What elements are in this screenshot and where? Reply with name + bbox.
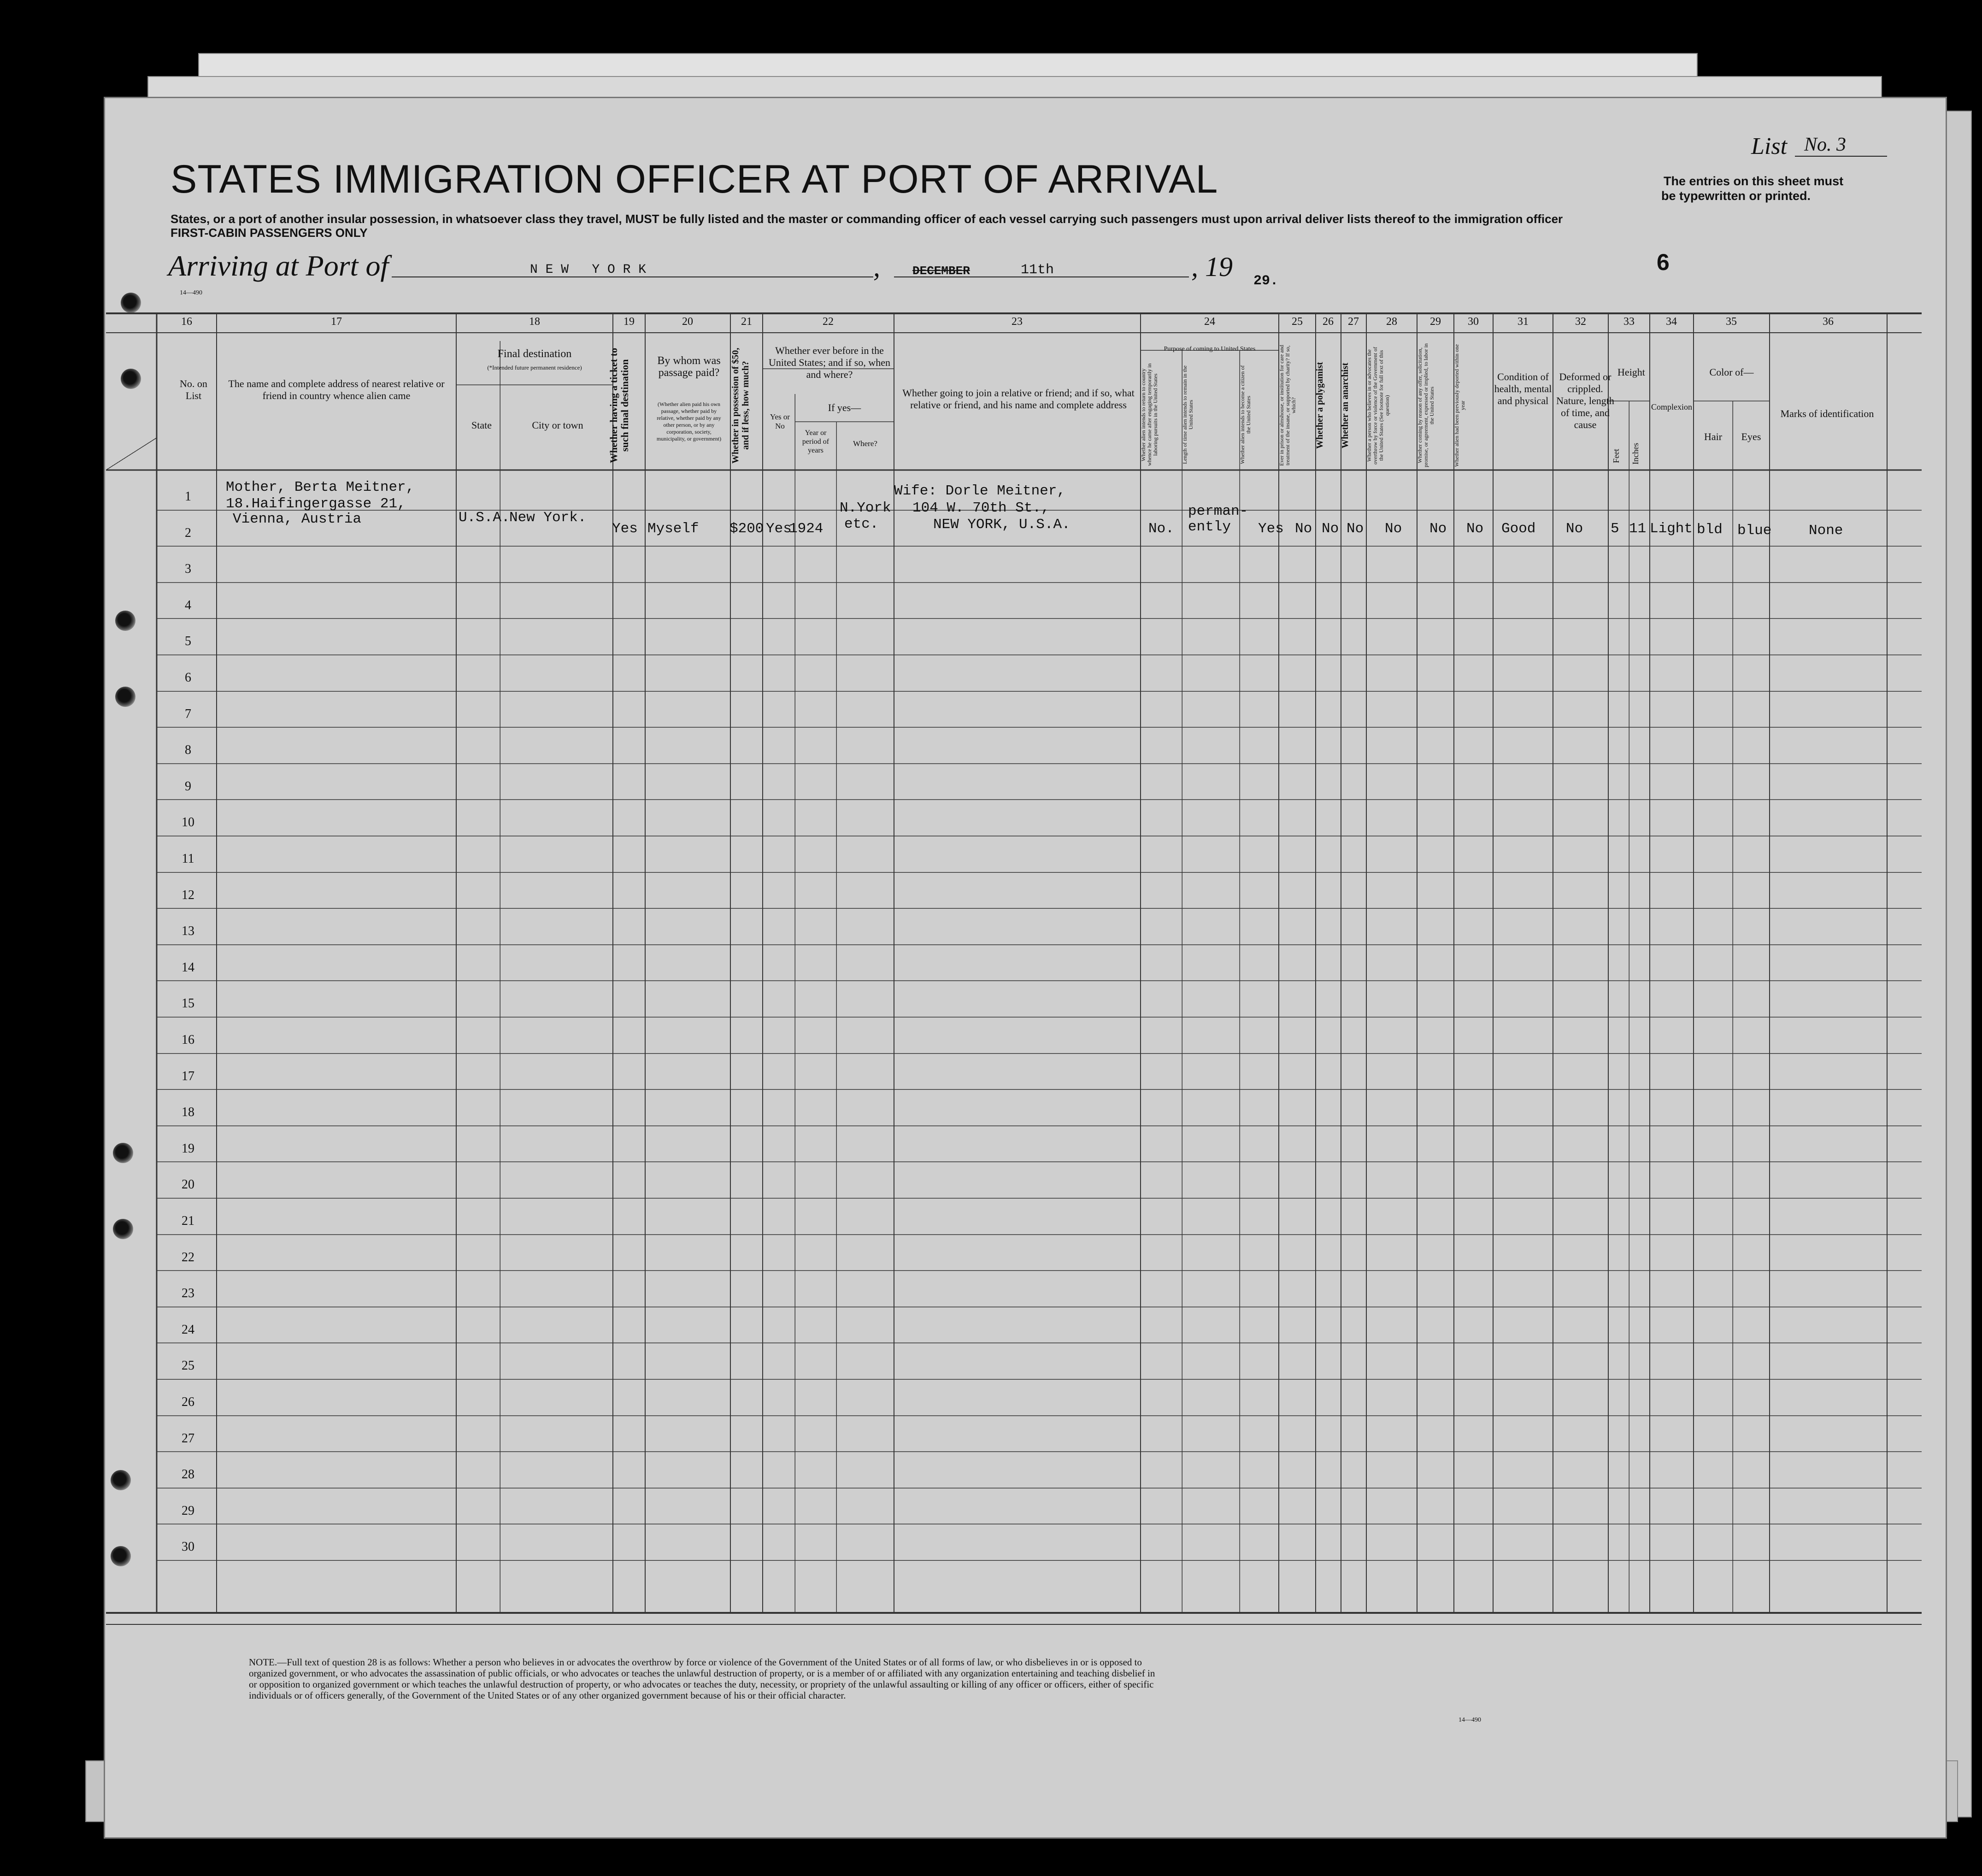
entry-state: U.S.A. (459, 510, 510, 526)
row-number: 7 (185, 707, 191, 721)
column-number: 25 (1292, 316, 1303, 328)
header-c24-a: Whether alien intends to return to country whence he came after engaging temporarily in laboring pursuits in the United States (1140, 363, 1159, 466)
row-number: 13 (182, 924, 194, 938)
year-prefix: , 19 (1191, 252, 1233, 282)
header-c35-hair: Hair (1704, 431, 1723, 442)
row-number: 24 (182, 1323, 194, 1337)
entry-health: Good (1501, 521, 1536, 537)
column-number: 36 (1823, 316, 1834, 328)
entry-complexion: Light (1650, 521, 1693, 537)
list-label: List (1751, 133, 1788, 159)
header-c26: Whether a polygamist (1315, 362, 1325, 449)
entry-relative-line-3: Vienna, Austria (233, 511, 362, 527)
column-number: 28 (1386, 316, 1397, 328)
row-number: 6 (185, 670, 191, 685)
header-c27: Whether an anarchist (1340, 363, 1350, 448)
entry-eyes: blue (1737, 523, 1772, 539)
footer-note: NOTE.—Full text of question 28 is as follows: Whether a person who believes in or advocates the overthrow by force or violence of the Government of the United States or of all forms of law, or who disbelieves in or is opposed to organized government, or who advocates the assassination of public officials, or who advocates or teaches the unlawful destruction of property, or is a member of or affiliated with any organization entertaining and teaching disbelief in or opposition to organized government or which teaches the unlawful destruction of property, or who advocates or teaches the duty, necessity, or propriety of the unlawful assaulting or killing of any officer or officers, either of specific individuals or of officers generally, of the Government of the United States or of any other organized government because of his or their official character. (249, 1657, 1155, 1701)
header-c33: Height (1617, 366, 1645, 378)
page-title: STATES IMMIGRATION OFFICER AT PORT OF ARRIVAL (171, 157, 1218, 201)
row-number: 18 (182, 1105, 194, 1119)
header-c35: Color of— (1709, 366, 1754, 378)
entry-return-intent: No. (1148, 521, 1174, 537)
header-c19: Whether having a ticket to such final destination (608, 347, 630, 464)
header-c24-c: Whether alien intends to become a citizen of the United States (1239, 365, 1252, 465)
subtitle-line-2: FIRST-CABIN PASSENGERS ONLY (171, 226, 368, 240)
row-number: 1 (185, 489, 191, 504)
entry-anarchist: No (1347, 521, 1364, 537)
header-c33-feet: Feet (1611, 449, 1621, 464)
entry-labor-offer: No (1429, 521, 1447, 537)
entry-marks: None (1809, 523, 1843, 539)
entry-deported: No (1466, 521, 1484, 537)
header-c28: Whether a person who believes in or advocates the overthrow by force or violence of the Government of the United States (See footnote for full text of this question) (1366, 347, 1390, 465)
header-c22-years: Year or period of years (802, 429, 829, 454)
header-c29: Whether coming by reason of any offer, solicitation, promise, or agreement, expressed or implied, to labor in the United States (1417, 343, 1435, 468)
column-number: 20 (682, 316, 693, 328)
column-number: 35 (1726, 316, 1737, 328)
row-number: 22 (182, 1250, 194, 1264)
header-c23: Whether going to join a relative or friend; and if so, what relative or friend, and his name and complete address (902, 387, 1135, 411)
row-number: 29 (182, 1504, 194, 1518)
arriving-label: Arriving at Port of (168, 249, 389, 282)
entry-join-3: NEW YORK, U.S.A. (933, 517, 1070, 533)
entry-length-1: perman- (1188, 503, 1248, 519)
footer-form-code: 14—490 (1459, 1717, 1481, 1723)
form-code-top: 14—490 (180, 289, 202, 296)
entry-hair: bld (1697, 522, 1723, 538)
column-number: 31 (1517, 316, 1529, 328)
header-c18: Final destination (497, 348, 572, 360)
column-number: 33 (1623, 316, 1635, 328)
row-number: 11 (182, 852, 194, 866)
header-c17: The name and complete address of nearest relative or friend in country whence alien came (228, 378, 445, 401)
row-number: 25 (182, 1358, 194, 1373)
entry-where-1: N.York (840, 500, 891, 516)
column-number: 18 (529, 316, 540, 328)
typewritten-note-2: be typewritten or printed. (1661, 189, 1811, 203)
row-number: 12 (182, 888, 194, 902)
row-number: 19 (182, 1141, 194, 1156)
column-number: 30 (1468, 316, 1479, 328)
header-c21: Whether in possession of $50, and if less, how much? (730, 347, 751, 464)
sheet-number: 6 (1657, 249, 1670, 275)
column-number: 23 (1012, 316, 1023, 328)
header-c18-city: City or town (532, 419, 583, 431)
header-c24-b: Length of time alien intends to remain in the United States (1182, 365, 1194, 464)
entry-relative-line-1: Mother, Berta Meitner, (226, 479, 415, 495)
row-number: 8 (185, 743, 191, 757)
header-c22-yesno: Yes or No (770, 412, 790, 430)
header-c18-sub: (*Intended future permanent residence) (487, 364, 582, 371)
header-c20-sub: (Whether alien paid his own passage, whether paid by relative, whether paid by any other person, or by any corporation, society, municipality, or government) (656, 401, 722, 442)
entry-join-1: Wife: Dorle Meitner, (894, 483, 1066, 499)
column-number: 16 (181, 316, 192, 328)
header-c30: Whether alien had been previously deported within one year (1453, 344, 1466, 467)
entry-length-2: ently (1188, 519, 1231, 535)
row-number: 21 (182, 1214, 194, 1228)
entry-citizen: Yes (1258, 521, 1284, 537)
entry-money: $200 (729, 521, 764, 537)
row-number: 20 (182, 1177, 194, 1192)
typewritten-note-1: The entries on this sheet must (1664, 174, 1844, 188)
row-number: 2 (185, 526, 191, 540)
date-month: DECEMBER (912, 264, 970, 278)
header-c22-ifyes: If yes— (828, 402, 861, 413)
entry-join-2: 104 W. 70th St., (912, 500, 1050, 516)
column-number: 21 (741, 316, 752, 328)
column-number: 17 (331, 316, 342, 328)
column-number: 26 (1323, 316, 1334, 328)
column-number: 32 (1575, 316, 1586, 328)
entry-been-before: Yes (766, 521, 792, 537)
column-number: 34 (1666, 316, 1677, 328)
subtitle-line-1: States, or a port of another insular possession, in whatsoever class they travel, MUST be fully listed and the master or commanding officer of each vessel carrying such passengers must upon arrival deliver lists thereof to the immigration officer (171, 212, 1563, 226)
entry-overthrow: No (1385, 521, 1402, 537)
row-number: 16 (182, 1033, 194, 1047)
entry-paid-by: Myself (647, 521, 699, 537)
entry-where-2: etc. (844, 516, 879, 532)
date-day: 11th (1021, 262, 1054, 278)
row-number: 27 (182, 1431, 194, 1446)
header-c16: No. on List (180, 378, 207, 401)
entry-deformed: No (1566, 521, 1583, 537)
header-c25: Ever in prison or almshouse, or institution for care and treatment of the insane, or supported by charity? If so, which? (1278, 345, 1297, 466)
list-number: No. 3 (1804, 134, 1847, 155)
header-c33-inches: Inches (1631, 443, 1640, 465)
row-number: 26 (182, 1395, 194, 1409)
port-name: N E W Y O R K (530, 263, 647, 277)
row-number: 14 (182, 960, 194, 975)
header-c18-state: State (471, 419, 492, 431)
column-number: 22 (823, 316, 834, 328)
row-number: 23 (182, 1286, 194, 1300)
column-number: 27 (1348, 316, 1359, 328)
header-c31: Condition of health, mental and physical (1494, 371, 1552, 406)
header-c22-where: Where? (853, 439, 877, 448)
row-number: 10 (182, 815, 194, 829)
header-c22: Whether ever before in the United States; and if so, when and where? (769, 345, 890, 380)
column-number: 19 (623, 316, 635, 328)
header-c24: Purpose of coming to United States (1164, 346, 1256, 353)
row-number: 28 (182, 1467, 194, 1482)
header-c35-eyes: Eyes (1741, 431, 1761, 442)
row-number: 17 (182, 1069, 194, 1083)
row-number: 9 (185, 779, 191, 794)
row-number: 4 (185, 598, 191, 612)
header-c20: By whom was passage paid? (657, 355, 721, 379)
entry-years: 1924 (789, 521, 823, 537)
entry-city: New York. (509, 510, 587, 526)
entry-relative-line-2: 18.Haifingergasse 21, (226, 496, 406, 512)
entry-ticket: Yes (612, 521, 638, 537)
header-c36: Marks of identification (1780, 408, 1874, 419)
row-number: 3 (185, 562, 191, 576)
entry-polygamist: No (1322, 521, 1339, 537)
header-c32: Deformed or crippled. Nature, length of time, and cause (1556, 371, 1614, 430)
year-suffix: 29. (1253, 273, 1279, 289)
row-number: 30 (182, 1540, 194, 1554)
entry-inches: 11 (1629, 521, 1647, 537)
comma-1: , (873, 252, 880, 282)
row-number: 15 (182, 996, 194, 1011)
column-number: 24 (1204, 316, 1215, 328)
entry-feet: 5 (1611, 521, 1619, 537)
header-c34: Complexion (1651, 402, 1692, 412)
entry-prison: No (1295, 521, 1312, 537)
row-number: 5 (185, 634, 191, 648)
column-number: 29 (1430, 316, 1441, 328)
